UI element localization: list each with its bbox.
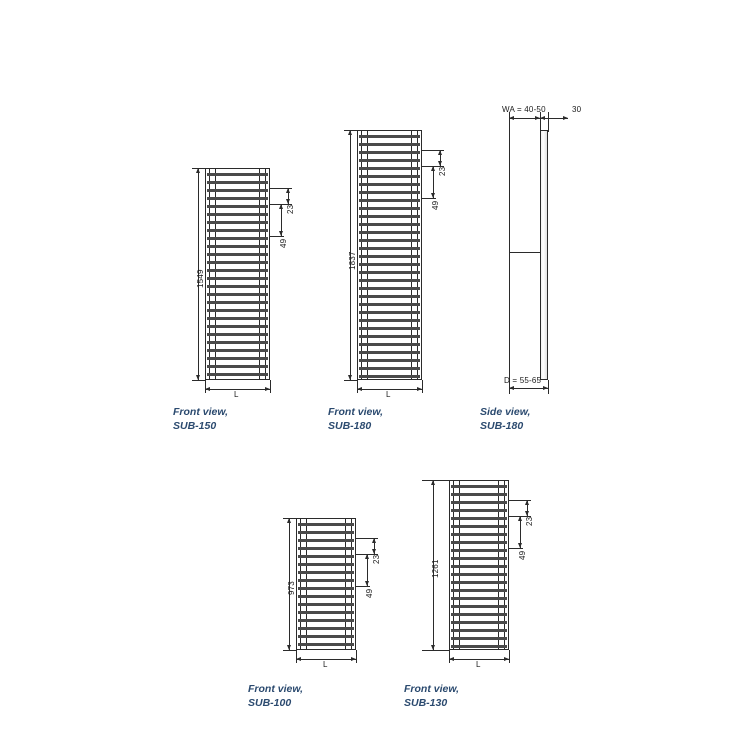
figure-caption-sub-180	[328, 405, 383, 433]
dimension-label-height: 1837	[348, 251, 357, 270]
dimension-label-pitch-bottom: 49	[365, 588, 374, 598]
caption-line-2: SUB-100	[248, 697, 292, 709]
radiator-body-sub-100	[296, 518, 356, 650]
dimension-label-pitch-top: 23	[286, 204, 295, 214]
radiator-right-rail	[259, 169, 266, 379]
figure-front-sub-180	[320, 0, 480, 450]
caption-line-2: SUB-180	[480, 420, 524, 432]
radiator-body-sub-150	[205, 168, 270, 380]
dimension-label-pitch-top: 23	[525, 516, 534, 526]
caption-line-1: Front view,	[404, 683, 460, 695]
dimension-label-pitch-bottom: 49	[431, 200, 440, 210]
dimension-label-width: L	[386, 390, 391, 399]
dimension-label-width: L	[323, 660, 328, 669]
figure-caption-sub-150	[173, 405, 228, 433]
dimension-label-pitch-top: 23	[372, 554, 381, 564]
dimension-label-width: L	[234, 390, 239, 399]
radiator-body-sub-130	[449, 480, 509, 650]
dimension-label-depth: 30	[572, 105, 582, 114]
caption-line-2: SUB-180	[328, 420, 372, 432]
dimension-label-pitch-top: 23	[438, 166, 447, 176]
figure-caption-sub-130	[404, 682, 459, 710]
figure-caption-side-sub-180	[480, 405, 530, 433]
figure-side-sub-180	[480, 0, 750, 450]
dimension-label-height: 1261	[431, 559, 440, 578]
caption-line-1: Front view,	[173, 406, 229, 418]
figure-caption-sub-100	[248, 682, 303, 710]
radiator-left-rail	[209, 169, 216, 379]
dimension-label-pitch-bottom: 49	[518, 550, 527, 560]
dimension-label-total-depth: D = 55-65	[504, 376, 542, 385]
radiator-side-profile	[540, 130, 548, 380]
dimension-label-height: 1549	[196, 269, 205, 288]
caption-line-2: SUB-150	[173, 420, 217, 432]
dimension-label-height: 973	[287, 581, 296, 595]
figure-front-sub-150	[0, 0, 320, 450]
caption-line-2: SUB-130	[404, 697, 448, 709]
dimension-label-pitch-bottom: 49	[279, 238, 288, 248]
dimension-label-width: L	[476, 660, 481, 669]
caption-line-1: Side view,	[480, 406, 531, 418]
caption-line-1: Front view,	[328, 406, 384, 418]
wall-reference-line	[509, 120, 510, 382]
radiator-body-sub-180	[357, 130, 422, 380]
dimension-label-wall-distance: WA = 40-50	[502, 105, 546, 114]
caption-line-1: Front view,	[248, 683, 304, 695]
figure-front-sub-100	[200, 450, 400, 750]
figure-front-sub-130	[400, 450, 600, 750]
